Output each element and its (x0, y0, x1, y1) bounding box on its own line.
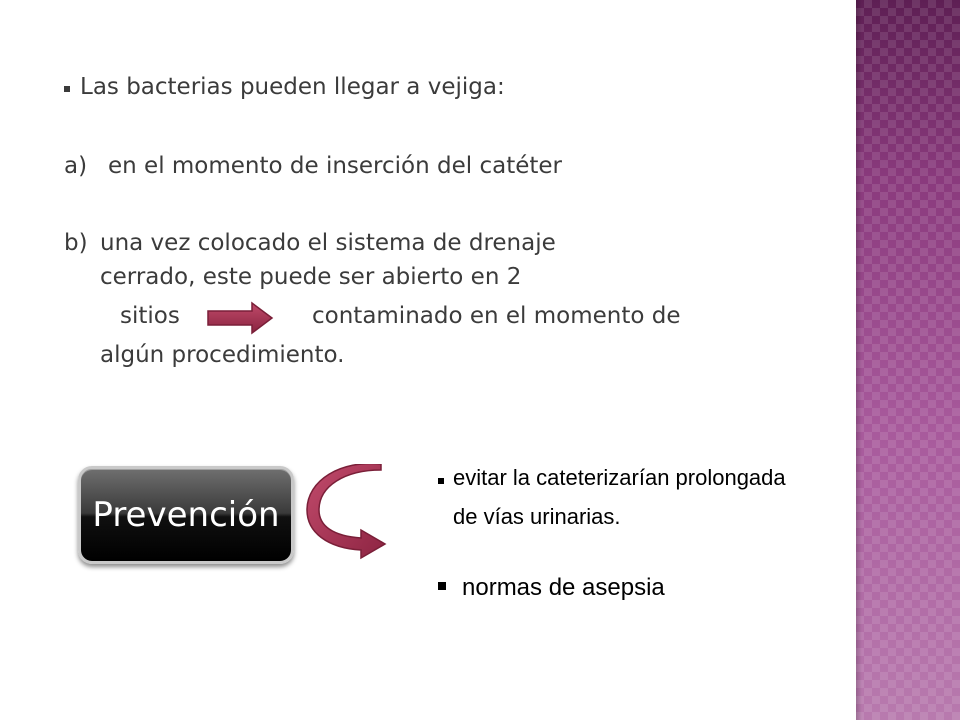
square-bullet-icon (438, 582, 446, 590)
item-b-line-4: algún procedimiento. (100, 342, 345, 368)
prevention-label: Prevención (92, 495, 280, 535)
decorative-sidebar (856, 0, 960, 720)
prevention-button[interactable] (78, 466, 294, 564)
prevention-bullet-1-line-2: de vías urinarias. (453, 504, 621, 529)
intro-text: Las bacterias pueden llegar a vejiga: (80, 74, 505, 100)
right-arrow-icon (206, 300, 274, 336)
square-bullet-icon (438, 478, 444, 484)
item-b-line-1: una vez colocado el sistema de drenaje (100, 230, 556, 256)
item-b-marker: b) (64, 230, 88, 256)
item-b-line-2: cerrado, este puede ser abierto en 2 (100, 264, 522, 290)
item-a-marker: a) (64, 153, 88, 179)
prevention-bullet-2: normas de asepsia (462, 574, 665, 601)
item-a-text: en el momento de inserción del catéter (108, 153, 562, 179)
item-b-line-3-start: sitios (120, 303, 180, 329)
square-bullet-icon (64, 86, 70, 92)
prevention-bullet-1-line-1: evitar la cateterizarían prolongada (453, 465, 786, 490)
curved-arrow-icon (305, 464, 395, 560)
item-b-line-3-end: contaminado en el momento de (312, 303, 681, 329)
